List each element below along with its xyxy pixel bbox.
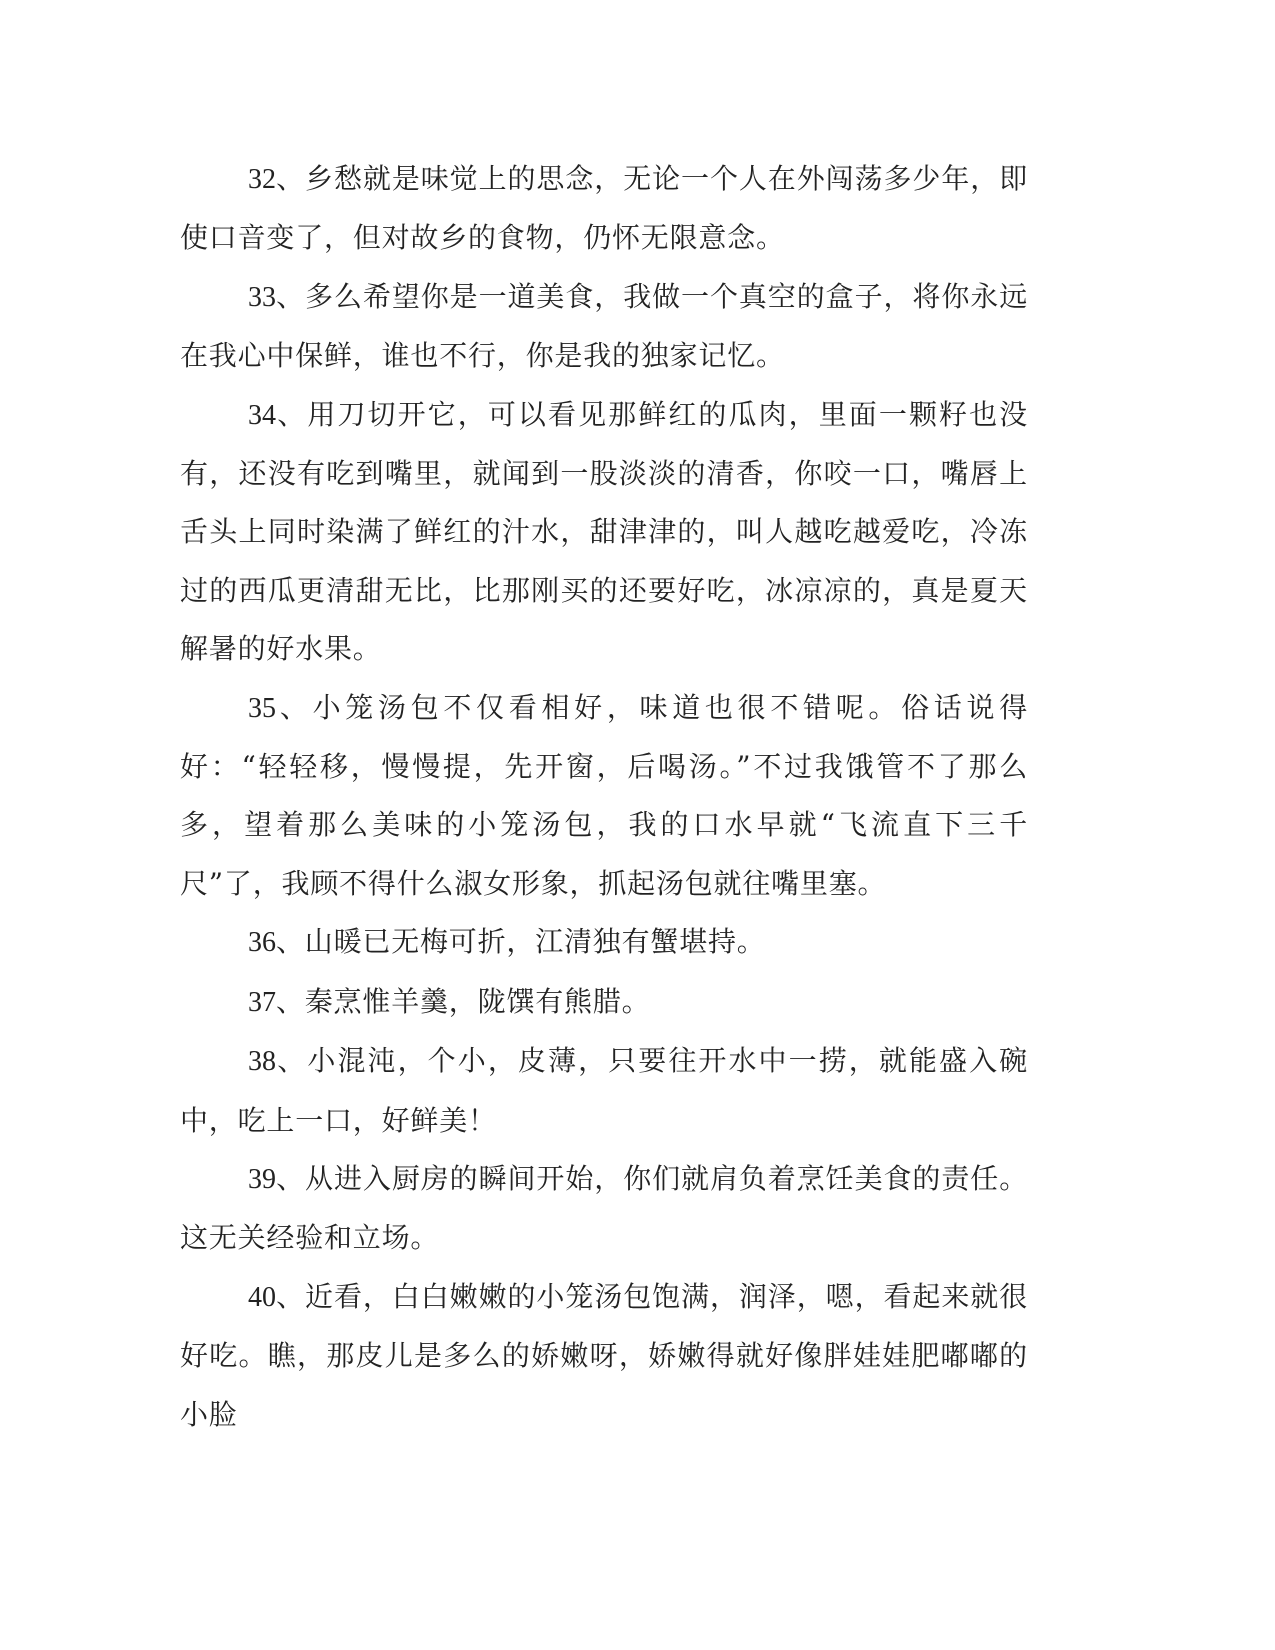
paragraph-text: 、用刀切开它，可以看见那鲜红的瓜肉，里面一颗籽也没有，还没有吃到嘴里，就闻到一股淡淡的清香，你咬一口，嘴唇上舌头上同时染满了鲜红的汁水，甜津津的，叫人越吃越爱吃，冷冻过的西瓜更清甜无比，比那刚买的还要好吃，冰凉凉的，真是夏天解暑的好水果。 bbox=[180, 397, 1028, 666]
paragraph-text: 、近看，白白嫩嫩的小笼汤包饱满，润泽，嗯，看起来就很好吃。瞧，那皮儿是多么的娇嫩呀，娇嫩得就好像胖娃娃肥嘟嘟的小脸 bbox=[180, 1279, 1028, 1431]
paragraph-number: 34 bbox=[248, 399, 276, 431]
paragraph-number: 40 bbox=[248, 1281, 276, 1313]
paragraph-32 bbox=[180, 150, 1028, 268]
paragraph-number: 32 bbox=[248, 164, 276, 195]
paragraph-text: 、乡愁就是味觉上的思念，无论一个人在外闯荡多少年，即使口音变了，但对故乡的食物，仍怀无限意念。 bbox=[180, 162, 1028, 255]
paragraph-number: 35 bbox=[248, 692, 276, 724]
paragraph-number: 38 bbox=[248, 1046, 276, 1078]
paragraph-text: 、小笼汤包不仅看相好，味道也很不错呢。俗话说得好：“轻轻移，慢慢提，先开窗，后喝汤。”不过我饿管不了那么多，望着那么美味的小笼汤包，我的口水早就“飞流直下三千尺”了，我顾不得什么淑女形象，抓起汤包就往嘴里塞。 bbox=[180, 690, 1028, 900]
paragraph-33 bbox=[180, 268, 1028, 386]
paragraph-number: 36 bbox=[248, 927, 276, 959]
paragraph-number: 39 bbox=[248, 1163, 276, 1195]
paragraph-text: 、多么希望你是一道美食，我做一个真空的盒子，将你永远在我心中保鲜，谁也不行，你是我的独家记忆。 bbox=[180, 279, 1028, 373]
paragraph-36 bbox=[180, 913, 1028, 972]
paragraph-40 bbox=[180, 1268, 1028, 1444]
paragraph-number: 33 bbox=[248, 281, 276, 313]
document-body bbox=[180, 150, 1028, 1444]
paragraph-text: 、秦烹惟羊羹，陇馔有熊腊。 bbox=[276, 984, 651, 1018]
paragraph-number: 37 bbox=[248, 986, 276, 1018]
paragraph-text: 、山暖已无梅可折，江清独有蟹堪持。 bbox=[276, 925, 766, 959]
paragraph-37 bbox=[180, 973, 1028, 1032]
paragraph-text: 、小混沌，个小，皮薄，只要往开水中一捞，就能盛入碗中，吃上一口，好鲜美！ bbox=[180, 1044, 1028, 1137]
paragraph-text: 、从进入厨房的瞬间开始，你们就肩负着烹饪美食的责任。这无关经验和立场。 bbox=[180, 1161, 1028, 1255]
paragraph-34 bbox=[180, 386, 1028, 679]
paragraph-38 bbox=[180, 1032, 1028, 1150]
paragraph-35 bbox=[180, 679, 1028, 914]
paragraph-39 bbox=[180, 1150, 1028, 1268]
